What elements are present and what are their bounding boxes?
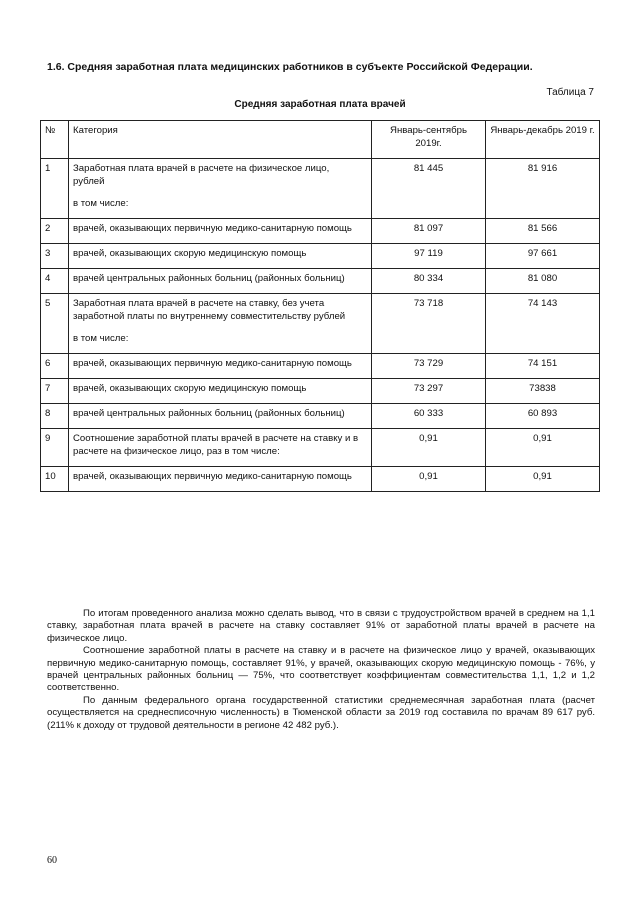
row-value-jan-sep: 80 334 <box>372 269 486 294</box>
row-number: 5 <box>41 294 69 354</box>
row-value-jan-sep: 0,91 <box>372 429 486 467</box>
paragraph: Соотношение заработной платы в расчете на ставку и в расчете на физическое лицо у врачей, оказывающих первичную медико-санитарную помощь, составляет 91%, у врачей, оказывающих скорую медицинскую помощь - 76%, у врачей центральных районных больниц — 75%, что соответствует коэффициентам совместительства 1,1, 1,2 и 1,2 соответственно. <box>47 645 595 694</box>
row-value-jan-sep: 73 297 <box>372 379 486 404</box>
row-category-text: Заработная плата врачей в расчете на ставку, без учета заработной платы по внутреннему совместительству рублей <box>73 298 346 322</box>
table-row <box>41 244 600 269</box>
row-value-jan-sep: 73 718 <box>372 294 486 354</box>
row-value-jan-dec: 0,91 <box>486 429 600 467</box>
row-category-text: врачей, оказывающих первичную медико-санитарную помощь <box>73 358 352 369</box>
row-value-jan-dec: 0,91 <box>486 467 600 492</box>
row-category-text: врачей центральных районных больниц (районных больниц) <box>73 273 345 284</box>
row-category-text: врачей, оказывающих первичную медико-санитарную помощь <box>73 471 352 482</box>
row-number: 8 <box>41 404 69 429</box>
table-row <box>41 269 600 294</box>
table-row <box>41 379 600 404</box>
row-category-text: врачей, оказывающих первичную медико-санитарную помощь <box>73 223 352 234</box>
table-label: Таблица 7 <box>546 87 594 98</box>
row-category-text: врачей центральных районных больниц (районных больниц) <box>73 408 345 419</box>
row-note: в том числе: <box>73 198 129 209</box>
row-category-text: Соотношение заработной платы врачей в расчете на ставку и в расчете на физическое лицо, раз в том числе: <box>73 433 359 457</box>
row-value-jan-dec: 73838 <box>486 379 600 404</box>
page-number: 60 <box>47 855 57 866</box>
row-value-jan-sep: 73 729 <box>372 354 486 379</box>
row-number: 7 <box>41 379 69 404</box>
table-row <box>41 467 600 492</box>
row-value-jan-dec: 81 566 <box>486 219 600 244</box>
header-jan-dec: Январь-декабрь 2019 г. <box>486 121 600 159</box>
row-number: 6 <box>41 354 69 379</box>
row-value-jan-dec: 81 916 <box>486 159 600 219</box>
row-value-jan-sep: 0,91 <box>372 467 486 492</box>
header-jan-sep: Январь-сентябрь 2019г. <box>372 121 486 159</box>
row-number: 9 <box>41 429 69 467</box>
row-category-text: Заработная плата врачей в расчете на физическое лицо, рублей <box>73 163 330 187</box>
row-number: 2 <box>41 219 69 244</box>
row-category <box>69 244 372 269</box>
table-row <box>41 294 600 354</box>
row-value-jan-dec: 81 080 <box>486 269 600 294</box>
table-title: Средняя заработная плата врачей <box>234 99 406 110</box>
row-value-jan-sep: 81 097 <box>372 219 486 244</box>
table-row <box>41 429 600 467</box>
header-category: Категория <box>69 121 372 159</box>
header-number: № <box>41 121 69 159</box>
row-value-jan-dec: 74 151 <box>486 354 600 379</box>
row-value-jan-dec: 60 893 <box>486 404 600 429</box>
table-body <box>41 159 600 492</box>
row-category <box>69 294 372 354</box>
row-value-jan-dec: 97 661 <box>486 244 600 269</box>
row-category <box>69 467 372 492</box>
table-row <box>41 159 600 219</box>
row-number: 4 <box>41 269 69 294</box>
row-number: 1 <box>41 159 69 219</box>
section-heading: 1.6. Средняя заработная плата медицинских работников в субъекте Российской Федерации. <box>47 61 533 73</box>
paragraph: По итогам проведенного анализа можно сделать вывод, что в связи с трудоустройством врачей в среднем на 1,1 ставку, заработная плата врачей в расчете на ставку составляет 91% от заработной платы врачей в расчете на физическое лицо. <box>47 608 595 644</box>
row-category <box>69 429 372 467</box>
row-category <box>69 159 372 219</box>
row-category-text: врачей, оказывающих скорую медицинскую помощь <box>73 383 307 394</box>
row-category-text: врачей, оказывающих скорую медицинскую помощь <box>73 248 307 259</box>
row-value-jan-sep: 60 333 <box>372 404 486 429</box>
row-category <box>69 269 372 294</box>
row-value-jan-dec: 74 143 <box>486 294 600 354</box>
paragraph: По данным федерального органа государственной статистики среднемесячная заработная плата (расчет осуществляется на среднесписочную численность) в Тюменской области за 2019 год составила по врачам 89 617 руб. (211% к доходу от трудовой деятельности в регионе 42 482 руб.). <box>47 694 595 731</box>
table-row <box>41 354 600 379</box>
row-value-jan-sep: 81 445 <box>372 159 486 219</box>
row-value-jan-sep: 97 119 <box>372 244 486 269</box>
analysis-text <box>47 608 595 732</box>
table-row <box>41 219 600 244</box>
row-number: 10 <box>41 467 69 492</box>
row-number: 3 <box>41 244 69 269</box>
salary-table <box>40 120 600 492</box>
row-category <box>69 219 372 244</box>
row-note: в том числе: <box>73 333 129 344</box>
table-header-row <box>41 121 600 159</box>
table-row <box>41 404 600 429</box>
row-category <box>69 379 372 404</box>
row-category <box>69 404 372 429</box>
row-category <box>69 354 372 379</box>
